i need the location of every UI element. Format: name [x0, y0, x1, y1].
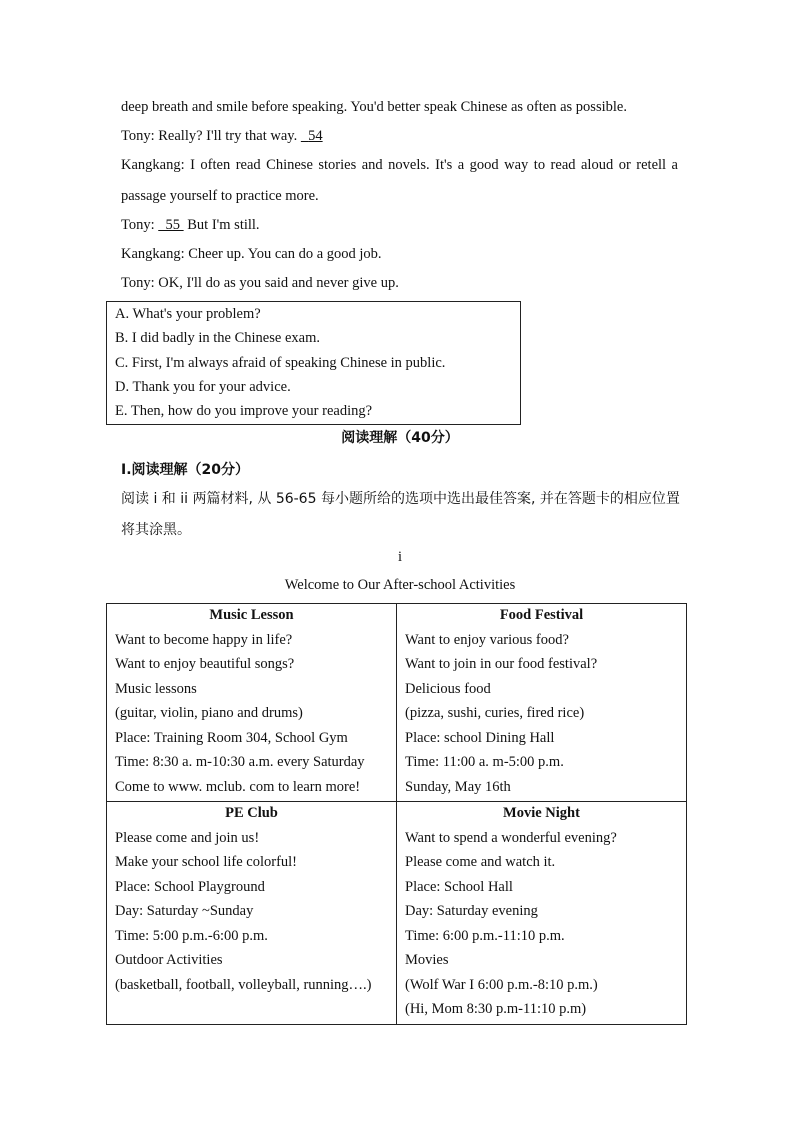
pe-club-cell — [107, 802, 397, 1025]
dialogue-line: Kangkang: I often read Chinese stories and novels. It's a good way to read aloud or retell a — [121, 157, 678, 173]
dialogue-line: Tony: OK, I'll do as you said and never give up. — [121, 275, 399, 291]
cell-line: Movies — [405, 952, 449, 968]
cell-line: Place: School Playground — [115, 878, 265, 895]
cell-title: Food Festival — [499, 607, 584, 623]
section-title: 阅读理解（40分） — [341, 430, 459, 446]
dialogue-text: But I'm still. — [187, 217, 260, 233]
cell-line: Day: Saturday ~Sunday — [115, 903, 254, 919]
section-subtitle: I.阅读理解（20分） — [121, 462, 250, 478]
cell-line: (guitar, violin, piano and drums) — [115, 705, 303, 721]
dialogue-line: deep breath and smile before speaking. You'd better speak Chinese as often as possible. — [121, 99, 627, 115]
cell-line: Time: 11:00 a. m-5:00 p.m. — [405, 754, 564, 770]
cell-title: Movie Night — [503, 805, 580, 821]
option-b: B. I did badly in the Chinese exam. — [115, 330, 320, 347]
cell-line: Want to join in our food festival? — [405, 656, 598, 672]
dialogue-line — [121, 128, 323, 145]
cell-line: Want to enjoy various food? — [405, 631, 569, 648]
dialogue-text: Tony: — [121, 217, 155, 233]
option-e: E. Then, how do you improve your reading? — [115, 403, 373, 420]
instruction-line: 将其涂黑。 — [121, 522, 191, 538]
cell-line: Come to www. mclub. com to learn more! — [115, 778, 361, 795]
passage-title: Welcome to Our After-school Activities — [284, 577, 516, 593]
cell-title: PE Club — [225, 805, 278, 821]
dialogue-line: passage yourself to practice more. — [121, 188, 319, 204]
cell-line: (basketball, football, volleyball, running….) — [115, 976, 372, 993]
dialogue-text: Tony: Really? I'll try that way. — [121, 128, 298, 144]
cell-line: Want to become happy in life? — [115, 631, 293, 648]
cell-line: Please come and watch it. — [405, 854, 556, 870]
cell-line: Place: Training Room 304, School Gym — [115, 729, 348, 746]
option-a: A. What's your problem? — [115, 306, 261, 322]
movie-night-cell — [397, 802, 687, 1025]
food-festival-cell — [397, 604, 687, 802]
answer-blank-55: 55 — [165, 217, 180, 233]
cell-line: Time: 5:00 p.m.-6:00 p.m. — [115, 927, 268, 944]
activities-table — [106, 603, 687, 1025]
cell-line: Outdoor Activities — [115, 952, 223, 968]
dialogue-line — [121, 217, 260, 234]
cell-line: (pizza, sushi, curies, fired rice) — [405, 705, 585, 721]
cell-line: Sunday, May 16th — [405, 778, 511, 795]
cell-line: Make your school life colorful! — [115, 854, 298, 870]
answer-blank-54: 54 — [308, 128, 323, 144]
option-c: C. First, I'm always afraid of speaking Chinese in public. — [115, 354, 446, 371]
music-lesson-cell — [107, 604, 397, 802]
dialogue-line: Kangkang: Cheer up. You can do a good job. — [121, 246, 382, 262]
cell-line: Time: 6:00 p.m.-11:10 p.m. — [405, 927, 565, 944]
instruction-line: 阅读 i 和 ii 两篇材料, 从 56-65 每小题所给的选项中选出最佳答案, 并在答题卡的相应位置 — [121, 491, 680, 507]
cell-line: Want to enjoy beautiful songs? — [115, 656, 295, 672]
cell-line: Music lessons — [115, 680, 197, 697]
cell-line: Day: Saturday evening — [405, 903, 538, 919]
cell-line: Want to spend a wonderful evening? — [405, 829, 617, 846]
cell-line: Place: School Hall — [405, 878, 513, 895]
cell-title: Music Lesson — [209, 607, 294, 623]
cell-line: Place: school Dining Hall — [405, 729, 555, 746]
cell-line: (Wolf War I 6:00 p.m.-8:10 p.m.) — [405, 976, 598, 993]
cell-line: Please come and join us! — [115, 829, 260, 846]
passage-label: i — [397, 549, 403, 565]
option-d: D. Thank you for your advice. — [115, 378, 291, 395]
cell-line: Time: 8:30 a. m-10:30 a.m. every Saturday — [115, 754, 365, 770]
options-box — [106, 301, 521, 425]
cell-line: Delicious food — [405, 680, 491, 697]
cell-line: (Hi, Mom 8:30 p.m-11:10 p.m) — [405, 1001, 587, 1017]
